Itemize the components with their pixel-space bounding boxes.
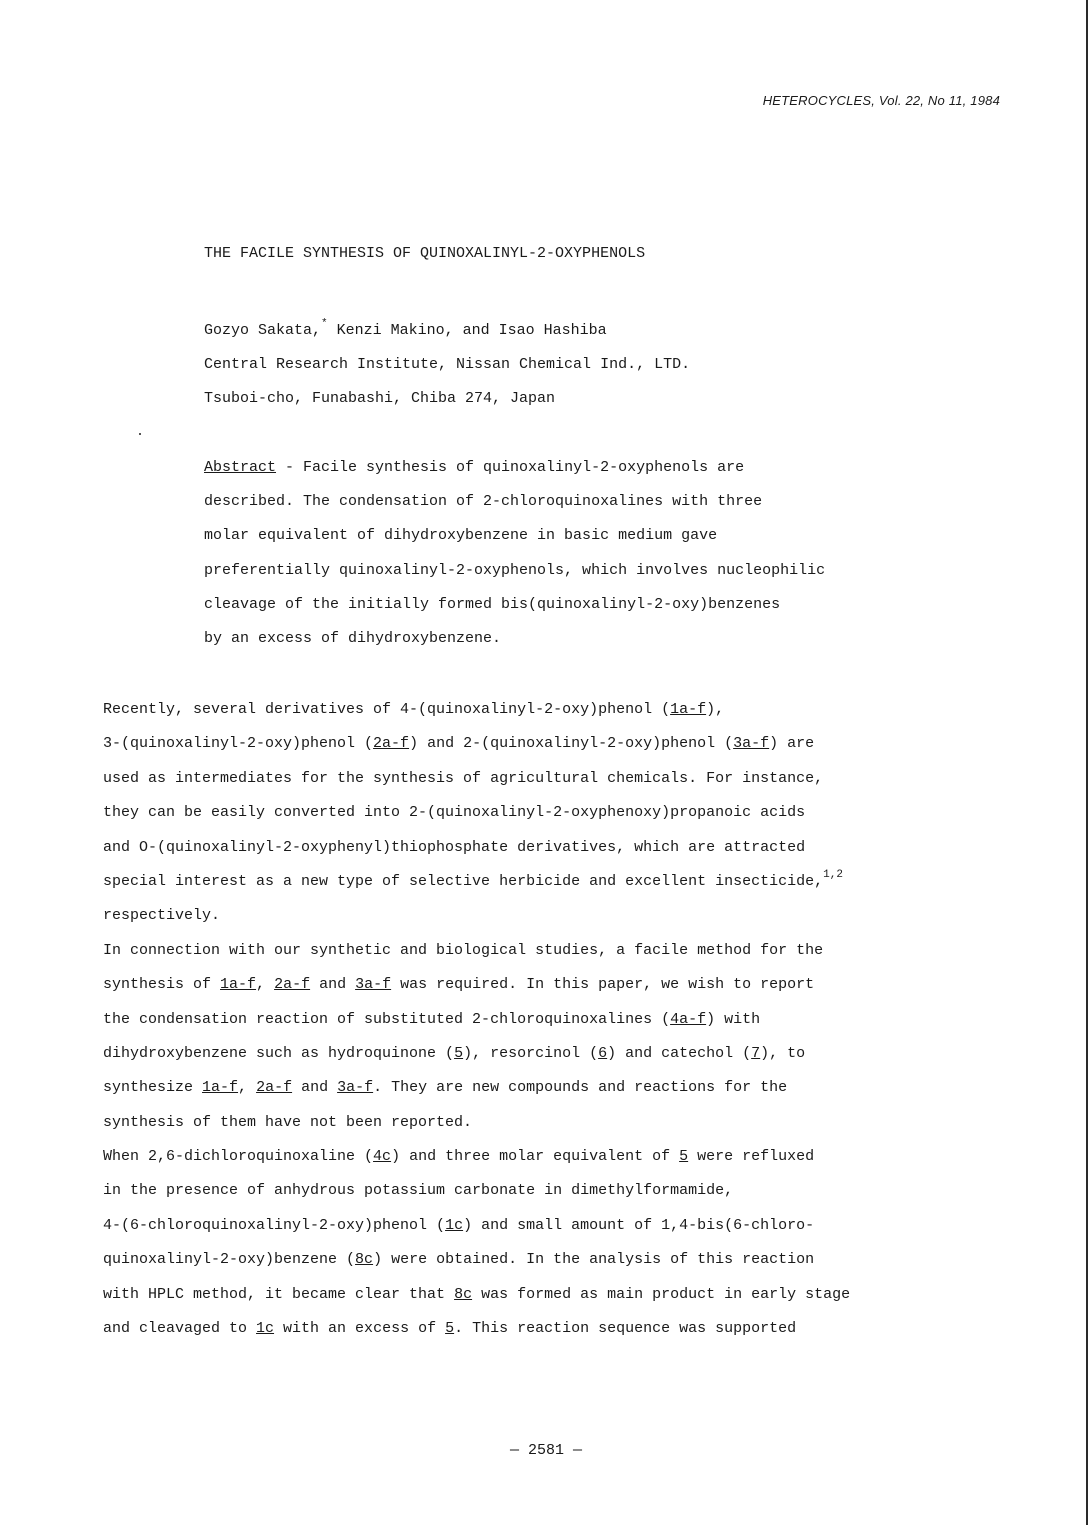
text-run: 4-(6-chloroquinoxalinyl-2-oxy)phenol ( xyxy=(103,1216,446,1234)
body-line: respectively. xyxy=(103,907,221,925)
text-run: ) and small amount of 1,4-bis(6-chloro- xyxy=(463,1216,815,1234)
text-run: and xyxy=(310,976,356,994)
text-run: Recently, several derivatives of 4-(quinoxalinyl-2-oxy)phenol ( xyxy=(103,701,671,718)
body-line: and O-(quinoxalinyl-2-oxyphenyl)thiophosphate derivatives, which are attracted xyxy=(103,838,806,856)
body-line xyxy=(103,727,850,761)
body-line xyxy=(103,1243,850,1277)
compound-ref: 1c xyxy=(256,1320,275,1338)
compound-ref: 8c xyxy=(454,1285,473,1303)
compound-ref: 3a-f xyxy=(355,976,392,994)
compound-ref: 2a-f xyxy=(256,1079,293,1097)
abstract-line-4: preferentially quinoxalinyl-2-oxyphenols, which involves nucleophilic xyxy=(204,561,826,579)
text-run: quinoxalinyl-2-oxy)benzene ( xyxy=(103,1251,356,1269)
body-line: used as intermediates for the synthesis of agricultural chemicals. For instance, xyxy=(103,769,824,787)
compound-ref: 5 xyxy=(445,1320,455,1338)
text-run: the condensation reaction of substituted 2-chloroquinoxalines ( xyxy=(103,1010,671,1028)
compound-ref: 4a-f xyxy=(670,1010,707,1028)
body-line: In connection with our synthetic and biological studies, a facile method for the xyxy=(103,941,824,959)
author-names-rest: Kenzi Makino, and Isao Hashiba xyxy=(327,322,607,339)
text-run: synthesis of xyxy=(103,976,221,994)
compound-ref: 1a-f xyxy=(670,701,707,718)
abstract-line-2: described. The condensation of 2-chloroquinoxalines with three xyxy=(204,493,763,511)
body-line xyxy=(103,1140,850,1174)
body-line xyxy=(103,968,850,1002)
text-run: with an excess of xyxy=(274,1320,446,1338)
body-line xyxy=(103,1209,850,1243)
text-run: , xyxy=(238,1079,257,1097)
body-line xyxy=(103,865,850,899)
compound-ref: 1c xyxy=(445,1216,464,1234)
text-run: was formed as main product in early stage xyxy=(472,1285,851,1303)
abstract-text: - Facile synthesis of quinoxalinyl-2-oxyphenols are xyxy=(276,459,745,476)
body-line xyxy=(103,1003,850,1037)
author-block xyxy=(204,314,690,416)
text-run: ) were obtained. In the analysis of this reaction xyxy=(373,1251,815,1269)
page-number: — 2581 — xyxy=(509,1442,582,1459)
text-run: dihydroxybenzene such as hydroquinone ( xyxy=(103,1044,455,1062)
compound-ref: 6 xyxy=(598,1044,608,1062)
text-run: were refluxed xyxy=(688,1148,815,1166)
compound-ref: 3a-f xyxy=(337,1079,374,1097)
body-line: synthesis of them have not been reported. xyxy=(103,1113,473,1131)
compound-ref: 2a-f xyxy=(373,735,410,753)
text-run: ) and three molar equivalent of xyxy=(391,1148,680,1166)
corresponding-author-mark: * xyxy=(321,318,328,330)
text-run: ) with xyxy=(706,1010,761,1028)
compound-ref: 2a-f xyxy=(274,976,311,994)
body-line xyxy=(103,1278,850,1312)
compound-ref: 4c xyxy=(373,1148,392,1166)
abstract-line-1 xyxy=(204,451,825,485)
body-line xyxy=(103,1312,850,1346)
author-names-first: Gozyo Sakata, xyxy=(204,322,322,339)
affiliation-line-2: Tsuboi-cho, Funabashi, Chiba 274, Japan xyxy=(204,390,556,407)
compound-ref: 5 xyxy=(454,1044,464,1062)
abstract-label: Abstract xyxy=(204,459,277,476)
compound-ref: 3a-f xyxy=(733,735,770,753)
stray-mark xyxy=(139,433,141,435)
text-run: . This reaction sequence was supported xyxy=(454,1320,797,1338)
text-run: and xyxy=(292,1079,338,1097)
compound-ref: 1a-f xyxy=(220,976,257,994)
text-run: ), xyxy=(706,701,725,718)
abstract xyxy=(204,451,825,656)
text-run: When 2,6-dichloroquinoxaline ( xyxy=(103,1148,374,1166)
compound-ref: 8c xyxy=(355,1251,374,1269)
journal-header: HETEROCYCLES, Vol. 22, No 11, 1984 xyxy=(762,93,1000,108)
text-run: ), resorcinol ( xyxy=(463,1044,599,1062)
text-run: synthesize xyxy=(103,1079,203,1097)
body-line: in the presence of anhydrous potassium carbonate in dimethylformamide, xyxy=(103,1182,734,1200)
body-line xyxy=(103,693,850,727)
abstract-line-5: cleavage of the initially formed bis(quinoxalinyl-2-oxy)benzenes xyxy=(204,595,781,613)
text-run: was required. In this paper, we wish to report xyxy=(391,976,815,994)
page-edge-rule xyxy=(1086,0,1088,1525)
affiliation-line-1: Central Research Institute, Nissan Chemical Ind., LTD. xyxy=(204,356,691,373)
text-run: and cleavaged to xyxy=(103,1320,257,1338)
body-text xyxy=(103,693,850,1346)
compound-ref: 5 xyxy=(679,1148,689,1166)
text-run: . They are new compounds and reactions for the xyxy=(373,1079,788,1097)
abstract-line-6: by an excess of dihydroxybenzene. xyxy=(204,629,502,647)
compound-ref: 7 xyxy=(751,1044,761,1062)
text-run: ) are xyxy=(769,735,815,753)
text-run: ), to xyxy=(760,1044,806,1062)
citation-reference: 1,2 xyxy=(823,868,843,881)
abstract-line-3: molar equivalent of dihydroxybenzene in basic medium gave xyxy=(204,527,718,545)
compound-ref: 1a-f xyxy=(202,1079,239,1097)
text-run: ) and catechol ( xyxy=(607,1044,752,1062)
text-run: 3-(quinoxalinyl-2-oxy)phenol ( xyxy=(103,735,374,753)
body-line xyxy=(103,1071,850,1105)
body-line: they can be easily converted into 2-(quinoxalinyl-2-oxyphenoxy)propanoic acids xyxy=(103,804,806,822)
author-names xyxy=(204,314,690,348)
text-run: special interest as a new type of selective herbicide and excellent insecticide, xyxy=(103,872,824,890)
text-run: , xyxy=(256,976,275,994)
body-line xyxy=(103,1037,850,1071)
paper-title: THE FACILE SYNTHESIS OF QUINOXALINYL-2-OXYPHENOLS xyxy=(204,245,646,262)
text-run: ) and 2-(quinoxalinyl-2-oxy)phenol ( xyxy=(409,735,734,753)
text-run: with HPLC method, it became clear that xyxy=(103,1285,455,1303)
